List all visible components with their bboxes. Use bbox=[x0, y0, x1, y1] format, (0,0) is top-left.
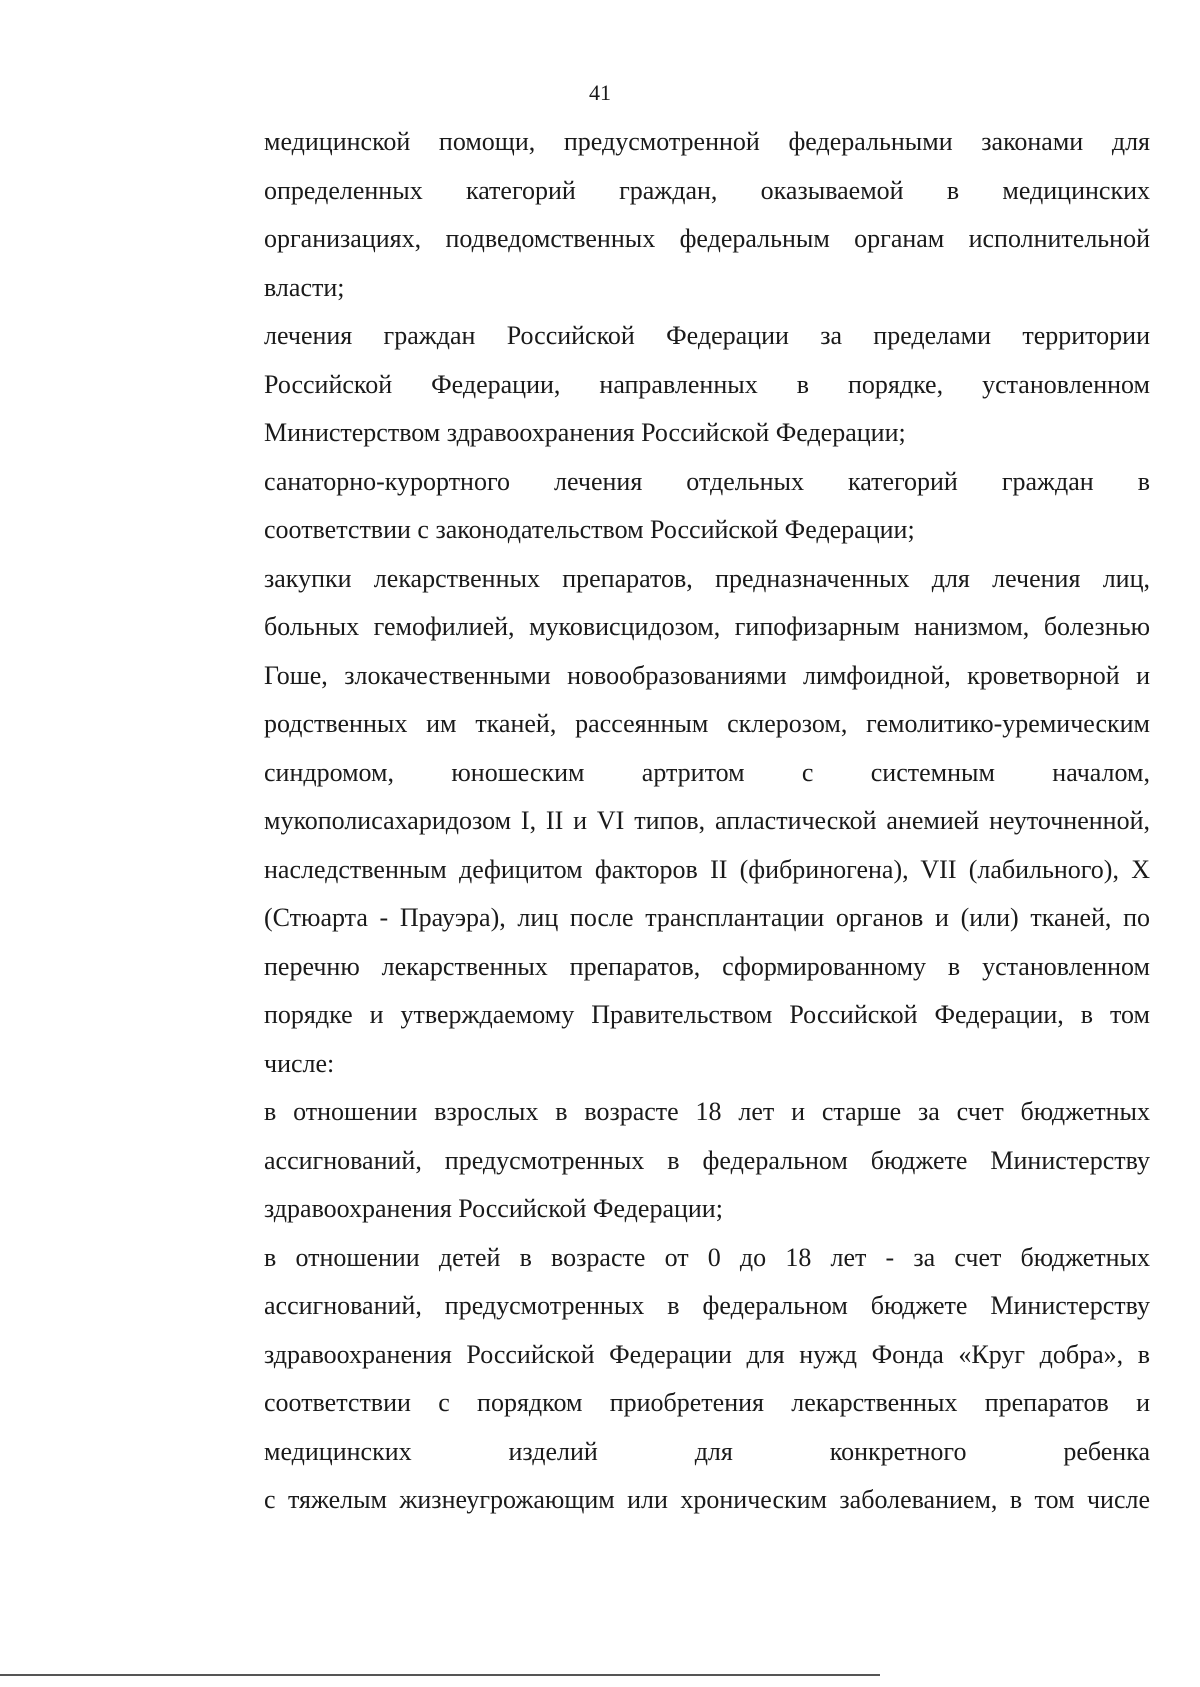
text-line: мукополисахаридозом I, II и VI типов, апластической анемией неуточненной, bbox=[264, 806, 1150, 835]
document-body bbox=[210, 118, 1150, 1525]
text-line: синдромом, юношеским артритом с системным началом, bbox=[264, 757, 1150, 787]
text-line: (Стюарта - Прауэра), лиц после трансплантации органов и (или) тканей, по bbox=[264, 903, 1150, 932]
text-line: ассигнований, предусмотренных в федеральном бюджете Министерству bbox=[264, 1291, 1150, 1320]
text-line: Российской Федерации, направленных в порядке, установленном bbox=[264, 369, 1150, 399]
bottom-rule bbox=[0, 1674, 880, 1676]
text-line: перечню лекарственных препаратов, сформированному в установленном bbox=[264, 951, 1150, 981]
text-line: порядке и утверждаемому Правительством Российской Федерации, в том bbox=[264, 1000, 1150, 1029]
text-line: здравоохранения Российской Федерации для нужд Фонда «Круг добра», в bbox=[264, 1339, 1150, 1369]
text-line: родственных им тканей, рассеянным склерозом, гемолитико-уремическим bbox=[264, 709, 1150, 738]
text-line: соответствии с законодательством Российской Федерации; bbox=[264, 515, 915, 544]
text-line: санаторно-курортного лечения отдельных категорий граждан в bbox=[264, 466, 1150, 496]
paragraph bbox=[210, 118, 1150, 312]
text-line: наследственным дефицитом факторов II (фибриногена), VII (лабильного), X bbox=[264, 854, 1150, 884]
text-line: числе: bbox=[264, 1048, 335, 1078]
text-line: закупки лекарственных препаратов, предназначенных для лечения лиц, bbox=[264, 563, 1150, 593]
text-line: с тяжелым жизнеугрожающим или хроническим заболеванием, в том числе bbox=[264, 1485, 1150, 1514]
text-line: Министерством здравоохранения Российской Федерации; bbox=[264, 418, 906, 447]
paragraph bbox=[210, 312, 1150, 458]
text-line: медицинской помощи, предусмотренной федеральными законами для bbox=[264, 127, 1150, 156]
text-line: медицинских изделий для конкретного ребенка bbox=[264, 1436, 1150, 1466]
text-line: больных гемофилией, муковисцидозом, гипофизарным нанизмом, болезнью bbox=[264, 612, 1150, 641]
text-line: в отношении детей в возрасте от 0 до 18 лет - за счет бюджетных bbox=[264, 1242, 1150, 1272]
text-line: соответствии с порядком приобретения лекарственных препаратов и bbox=[264, 1388, 1150, 1417]
text-line: Гоше, злокачественными новообразованиями лимфоидной, кроветворной и bbox=[264, 660, 1150, 690]
text-line: ассигнований, предусмотренных в федеральном бюджете Министерству bbox=[264, 1145, 1150, 1175]
paragraph bbox=[210, 1088, 1150, 1234]
text-line: в отношении взрослых в возрасте 18 лет и старше за счет бюджетных bbox=[264, 1097, 1150, 1126]
text-line: организациях, подведомственных федеральным органам исполнительной bbox=[264, 224, 1150, 253]
paragraph bbox=[210, 458, 1150, 555]
text-line: лечения граждан Российской Федерации за пределами территории bbox=[264, 321, 1150, 350]
page-number: 41 bbox=[589, 80, 611, 105]
text-line: власти; bbox=[264, 272, 345, 302]
paragraph bbox=[210, 555, 1150, 1089]
text-line: определенных категорий граждан, оказываемой в медицинских bbox=[264, 175, 1150, 205]
paragraph bbox=[210, 1234, 1150, 1525]
text-line: здравоохранения Российской Федерации; bbox=[264, 1194, 723, 1223]
